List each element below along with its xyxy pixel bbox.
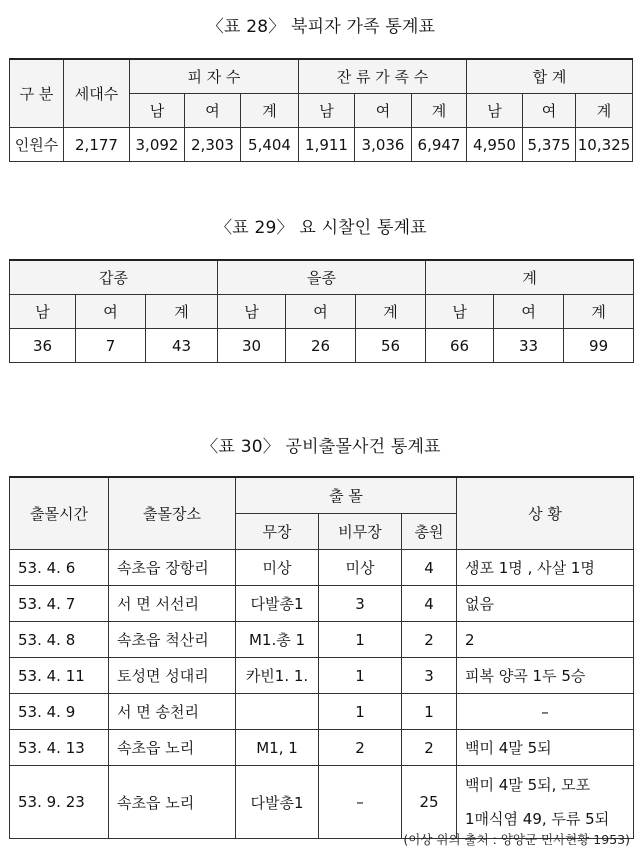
t29-sub-cell: 남 — [426, 295, 494, 329]
table28 — [9, 58, 633, 162]
t30-header-total: 총원 — [402, 514, 457, 550]
t30-place-cell: 속초읍 노리 — [109, 766, 236, 839]
t29-sub-cell: 계 — [356, 295, 426, 329]
t28-value-cell: 3,092 — [130, 128, 185, 162]
situation-line: 백미 4말 5되, 모포 — [465, 776, 591, 794]
t30-armed-cell: 미상 — [236, 550, 319, 586]
t28-sub-cell: 여 — [355, 94, 412, 128]
t28-value-cell: 4,950 — [467, 128, 523, 162]
t29-sub-cell: 여 — [494, 295, 564, 329]
t29-value-cell: 66 — [426, 329, 494, 363]
table-row — [10, 730, 634, 766]
table30-title: 〈표 30〉 공비출몰사건 통계표 — [201, 437, 441, 457]
t30-total-cell: 1 — [402, 694, 457, 730]
t30-time-cell: 53. 4. 9 — [10, 694, 109, 730]
t28-sub-cell: 계 — [412, 94, 467, 128]
t28-header-households: 세대수 — [64, 59, 130, 128]
t30-situation-cell — [457, 766, 634, 839]
table30 — [9, 476, 634, 839]
t28-value-cell: 3,036 — [355, 128, 412, 162]
t30-unarmed-cell: 1 — [319, 622, 402, 658]
t28-header-category: 구 분 — [10, 59, 64, 128]
t30-situation-cell: 백미 4말 5되 — [457, 730, 634, 766]
t29-value-cell: 7 — [76, 329, 146, 363]
t28-value-cell: 6,947 — [412, 128, 467, 162]
table-row — [10, 766, 634, 839]
t29-sub-cell: 여 — [76, 295, 146, 329]
t30-total-cell: 2 — [402, 730, 457, 766]
t29-value-cell: 26 — [286, 329, 356, 363]
t30-total-cell: 4 — [402, 550, 457, 586]
t29-sub-cell: 계 — [146, 295, 218, 329]
t30-total-cell: 4 — [402, 586, 457, 622]
t30-armed-cell — [236, 694, 319, 730]
t30-place-cell: 토성면 성대리 — [109, 658, 236, 694]
t30-time-cell: 53. 4. 7 — [10, 586, 109, 622]
t30-armed-cell: M1.총 1 — [236, 622, 319, 658]
t30-total-cell: 25 — [402, 766, 457, 839]
t29-value-cell: 33 — [494, 329, 564, 363]
table29-title: 〈표 29〉 요 시찰인 통계표 — [215, 218, 427, 238]
t30-time-cell: 53. 4. 8 — [10, 622, 109, 658]
t30-header-unarmed: 비무장 — [319, 514, 402, 550]
t30-time-cell: 53. 4. 11 — [10, 658, 109, 694]
t30-unarmed-cell: 미상 — [319, 550, 402, 586]
t29-value-cell: 43 — [146, 329, 218, 363]
t30-unarmed-cell: 3 — [319, 586, 402, 622]
t29-group-header: 을종 — [218, 260, 426, 295]
t28-households-value: 2,177 — [64, 128, 130, 162]
t28-sub-cell: 여 — [185, 94, 241, 128]
t28-value-cell: 2,303 — [185, 128, 241, 162]
t28-value-cell: 5,404 — [241, 128, 299, 162]
table28-title: 〈표 28〉 북피자 가족 통계표 — [206, 17, 436, 37]
t30-unarmed-cell: 1 — [319, 694, 402, 730]
t28-header-victims: 피 자 수 — [130, 59, 299, 94]
table-row — [10, 550, 634, 586]
t29-value-cell: 36 — [10, 329, 76, 363]
t29-value-cell: 99 — [564, 329, 634, 363]
t30-header-time: 출몰시간 — [10, 477, 109, 550]
t28-sub-cell: 남 — [467, 94, 523, 128]
t30-unarmed-cell: 2 — [319, 730, 402, 766]
t28-header-total: 합 계 — [467, 59, 633, 94]
t29-group-header: 계 — [426, 260, 634, 295]
table-row — [10, 658, 634, 694]
t28-value-cell: 1,911 — [299, 128, 355, 162]
t28-row-label: 인원수 — [10, 128, 64, 162]
t28-value-cell: 10,325 — [576, 128, 633, 162]
t30-armed-cell: 다발총1 — [236, 586, 319, 622]
t30-place-cell: 서 면 송천리 — [109, 694, 236, 730]
t30-header-situation: 상 황 — [457, 477, 634, 550]
t29-sub-cell: 남 — [218, 295, 286, 329]
t30-place-cell: 서 면 서선리 — [109, 586, 236, 622]
t30-total-cell: 2 — [402, 622, 457, 658]
t29-group-header: 갑종 — [10, 260, 218, 295]
t28-header-remaining: 잔 류 가 족 수 — [299, 59, 467, 94]
t28-sub-cell: 여 — [523, 94, 576, 128]
t29-value-cell: 30 — [218, 329, 286, 363]
t29-sub-cell: 계 — [564, 295, 634, 329]
t28-sub-cell: 계 — [576, 94, 633, 128]
t30-situation-cell: 생포 1명 , 사살 1명 — [457, 550, 634, 586]
t30-situation-cell: 없음 — [457, 586, 634, 622]
t30-place-cell: 속초읍 척산리 — [109, 622, 236, 658]
t30-place-cell: 속초읍 장항리 — [109, 550, 236, 586]
situation-line: 1매식염 49, 두류 5되 — [465, 810, 610, 828]
t30-armed-cell: 카빈1. 1. — [236, 658, 319, 694]
table-row — [10, 694, 634, 730]
t30-situation-cell: 2 — [457, 622, 634, 658]
t29-sub-cell: 남 — [10, 295, 76, 329]
t28-sub-cell: 계 — [241, 94, 299, 128]
t30-header-place: 출몰장소 — [109, 477, 236, 550]
table-row — [10, 622, 634, 658]
t30-time-cell: 53. 4. 13 — [10, 730, 109, 766]
t30-situation-cell: – — [457, 694, 634, 730]
table29 — [9, 259, 634, 363]
source-note: (이상 위의 출처 : 양양군 민사현황 1953) — [403, 832, 630, 847]
t28-value-cell: 5,375 — [523, 128, 576, 162]
t30-armed-cell: 다발총1 — [236, 766, 319, 839]
t30-total-cell: 3 — [402, 658, 457, 694]
t30-place-cell: 속초읍 노리 — [109, 730, 236, 766]
t30-time-cell: 53. 9. 23 — [10, 766, 109, 839]
t30-unarmed-cell: – — [319, 766, 402, 839]
t30-situation-cell: 피복 양곡 1두 5승 — [457, 658, 634, 694]
t29-sub-cell: 여 — [286, 295, 356, 329]
t30-armed-cell: M1, 1 — [236, 730, 319, 766]
t28-sub-cell: 남 — [130, 94, 185, 128]
t30-unarmed-cell: 1 — [319, 658, 402, 694]
t30-header-appear: 출 몰 — [236, 477, 457, 514]
t29-value-cell: 56 — [356, 329, 426, 363]
t28-sub-cell: 남 — [299, 94, 355, 128]
t30-time-cell: 53. 4. 6 — [10, 550, 109, 586]
t30-header-armed: 무장 — [236, 514, 319, 550]
table-row — [10, 586, 634, 622]
